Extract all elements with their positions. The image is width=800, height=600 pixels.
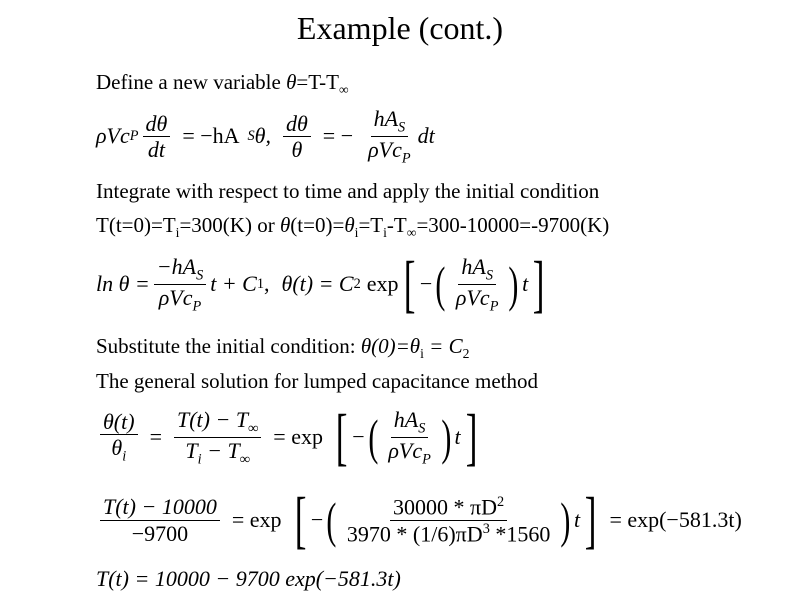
substitute-line xyxy=(96,334,469,362)
equation-integrated xyxy=(96,248,550,319)
ic-f: =300-10000=-9700(K) xyxy=(416,213,610,237)
ic-c: (t=0)= xyxy=(290,213,345,237)
exp-label: exp xyxy=(366,271,399,296)
rho-v-cp: ρVc xyxy=(96,123,130,149)
neg-has-fraction xyxy=(154,254,206,315)
has-rhovcp-fraction xyxy=(365,106,414,167)
ic-a: T(t=0)=T xyxy=(96,213,176,237)
eq3-inner-den: ρVc xyxy=(388,437,423,463)
theta-zero: θ(0)=θ xyxy=(360,334,421,358)
ic-b: =300(K) or xyxy=(179,213,280,237)
theta-i-sub: i xyxy=(420,346,424,362)
s-sub-2: S xyxy=(398,119,406,136)
left-bracket: [ xyxy=(403,248,416,319)
eq2-inner-p: P xyxy=(489,297,499,314)
theta-t-c: θ(t) = C xyxy=(281,271,354,296)
ic-inf: ∞ xyxy=(406,225,417,241)
theta-definition: =T-T xyxy=(296,70,339,94)
numeric-num: T(t) − 10000 xyxy=(100,494,220,520)
equation-general-solution xyxy=(96,401,482,472)
numeric-den: −9700 xyxy=(131,520,189,546)
eq2-comma: , xyxy=(264,271,270,296)
theta-i: θ xyxy=(111,435,123,461)
eq3-equals: = xyxy=(149,424,162,449)
ic-i2: i xyxy=(354,225,359,241)
dt-tail: dt xyxy=(417,123,435,149)
eq3-inner-fraction xyxy=(385,407,434,468)
ic-theta2: θ xyxy=(344,213,355,237)
dt: dt xyxy=(147,136,165,162)
theta-ratio xyxy=(100,409,138,465)
c2-sub-line4: 2 xyxy=(462,346,470,362)
equals-c: = C xyxy=(423,334,463,358)
eq3-t: t xyxy=(454,424,461,449)
dtheta-2: dθ xyxy=(283,111,311,137)
theta-t: θ(t) xyxy=(100,409,138,435)
eq2-inner-num: hA xyxy=(461,253,486,279)
eq3-minus: − xyxy=(352,424,365,449)
eq4-right-paren: ) xyxy=(560,492,571,548)
ti-inf: ∞ xyxy=(239,450,250,467)
eq4-left-paren: ( xyxy=(326,492,337,548)
eq4-right-bracket: ] xyxy=(584,484,597,555)
right-paren: ) xyxy=(508,256,519,312)
define-text: Define a new variable xyxy=(96,70,287,94)
eq3-inner-p: P xyxy=(422,450,431,467)
eq3-right-bracket: ] xyxy=(465,401,478,472)
right-bracket: ] xyxy=(532,248,545,319)
p-sub-2: P xyxy=(401,150,411,167)
temperature-ratio xyxy=(174,407,261,468)
left-paren: ( xyxy=(435,256,446,312)
eq3-exp: = exp xyxy=(273,424,323,449)
rhovc-den: ρVc xyxy=(368,136,402,162)
dtheta-theta-fraction xyxy=(283,111,311,163)
final-solution: T(t) = 10000 − 9700 exp(−581.3t) xyxy=(96,566,401,591)
c2-sub: 2 xyxy=(353,275,361,292)
eq3-left-bracket: [ xyxy=(335,401,348,472)
eq2-inner-s: S xyxy=(485,267,493,284)
equation-final xyxy=(96,566,401,592)
dtheta: dθ xyxy=(143,111,171,137)
neg-has: −hA xyxy=(156,253,197,279)
eq2-minus: − xyxy=(419,271,433,296)
define-variable-line xyxy=(96,70,349,98)
equals-minus: = − xyxy=(322,123,354,149)
ic-i3: i xyxy=(383,225,387,241)
ti-den: T xyxy=(185,437,198,463)
eq3-inner-s: S xyxy=(418,420,426,437)
eq2-s: S xyxy=(196,267,204,284)
substitute-text: Substitute the initial condition: xyxy=(96,334,361,358)
slide-title: Example (cont.) xyxy=(296,10,504,46)
has-num: hA xyxy=(373,106,399,131)
eq4-t: t xyxy=(574,507,581,532)
eq2-den: ρVc xyxy=(158,284,193,310)
eq4-minus: − xyxy=(310,507,324,532)
eq4-inner-num: 30000 * πD xyxy=(393,494,498,520)
c1-sub: 1 xyxy=(256,275,265,292)
eq2-t: t xyxy=(522,271,529,296)
eq4-inner-den-a: 3970 * (1/6)πD xyxy=(346,520,483,546)
theta-comma: θ, xyxy=(254,123,271,149)
theta-symbol: θ xyxy=(286,70,297,94)
eq3-right-paren: ) xyxy=(441,409,452,465)
eq4-left-bracket: [ xyxy=(294,484,307,555)
theta-i-subscript: i xyxy=(122,448,127,465)
ic-i1: i xyxy=(175,225,180,241)
ti-sub: i xyxy=(197,450,202,467)
eq2-inner-fraction xyxy=(453,254,502,315)
ic-d: =T xyxy=(358,213,384,237)
ti-rest: − T xyxy=(201,437,240,463)
eq4-inner-fraction xyxy=(344,494,553,546)
tt-inf: ∞ xyxy=(248,420,259,437)
theta-den: θ xyxy=(291,136,303,162)
numeric-ratio xyxy=(100,494,220,546)
eq3-inner-num: hA xyxy=(393,406,419,432)
eq4-inner-den-b: *1560 xyxy=(489,520,551,546)
equation-ode xyxy=(96,106,435,167)
initial-condition-line xyxy=(96,213,609,241)
eq4-exp: = exp xyxy=(231,507,282,532)
infinity-subscript: ∞ xyxy=(338,82,349,98)
eq4-result: = exp(−581.3t) xyxy=(609,507,742,532)
eq4-sq: 2 xyxy=(497,493,505,510)
eq3-left-paren: ( xyxy=(368,409,379,465)
eq2-inner-den: ρVc xyxy=(455,284,490,310)
equation-numeric xyxy=(96,484,750,555)
general-solution-line: The general solution for lumped capacitance method xyxy=(96,369,538,393)
tt-num: T(t) − T xyxy=(177,406,249,432)
ic-e: -T xyxy=(386,213,407,237)
dtheta-dt-fraction xyxy=(143,111,171,163)
s-subscript: S xyxy=(247,127,255,144)
eq2-p: P xyxy=(192,297,202,314)
t-plus-c: t + C xyxy=(210,271,257,296)
ic-theta: θ xyxy=(279,213,291,237)
ln-theta: ln θ = xyxy=(96,271,150,296)
rhs-term: = −hA xyxy=(182,123,240,149)
eq4-cube: 3 xyxy=(482,520,490,537)
p-subscript: P xyxy=(129,127,139,144)
integrate-line: Integrate with respect to time and apply the initial condition xyxy=(96,179,600,203)
